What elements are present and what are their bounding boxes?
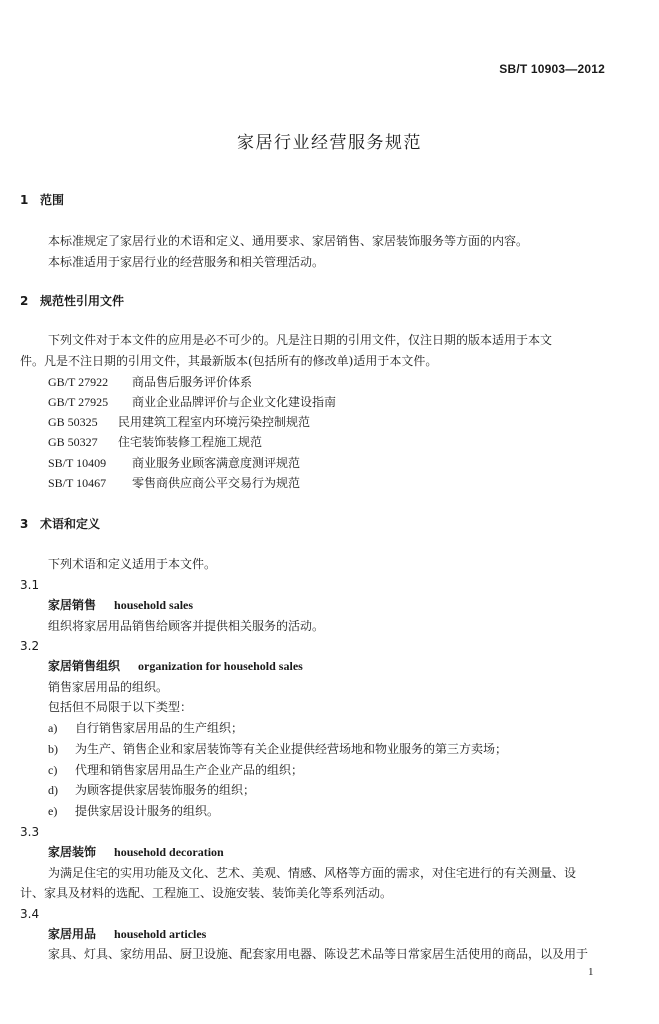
reference-title: 商品售后服务评价体系 [132, 375, 253, 389]
reference-item [48, 414, 310, 430]
section-1-paragraph: 本标准适用于家居行业的经营服务和相关管理活动。 [48, 255, 325, 269]
list-item-label: a) [48, 721, 58, 735]
term-number: 3.3 [20, 825, 40, 839]
list-item-text: 提供家居设计服务的组织。 [75, 804, 220, 818]
list-item [48, 803, 219, 819]
list-item-text: 为顾客提供家居装饰服务的组织； [75, 783, 256, 797]
term-definition-cont: 计、家具及材料的选配、工程施工、设施安装、装饰美化等系列活动。 [20, 886, 393, 900]
reference-code: GB 50325 [48, 415, 98, 429]
reference-item [48, 434, 262, 450]
section-title: 规范性引用文件 [40, 294, 125, 308]
list-item-text: 自行销售家居用品的生产组织； [75, 721, 244, 735]
reference-item [48, 374, 252, 390]
term-english: organization for household sales [138, 659, 303, 673]
section-2-heading [20, 293, 124, 309]
section-3-heading [20, 516, 100, 532]
term-heading [48, 926, 206, 942]
standard-code: SB/T 10903—2012 [499, 62, 605, 76]
term-chinese: 家居装饰 [48, 845, 97, 859]
list-item [48, 762, 303, 778]
term-english: household sales [114, 598, 194, 612]
reference-item [48, 455, 300, 471]
list-item-text: 为生产、销售企业和家居装饰等有关企业提供经营场地和物业服务的第三方卖场； [75, 742, 508, 756]
term-english: household decoration [114, 845, 224, 859]
reference-title: 零售商供应商公平交易行为规范 [132, 476, 301, 490]
section-3-intro: 下列术语和定义适用于本文件。 [48, 557, 217, 571]
list-item [48, 782, 255, 798]
section-title: 术语和定义 [40, 517, 101, 531]
reference-code: GB/T 27922 [48, 375, 109, 389]
list-item-label: b) [48, 742, 58, 756]
section-title: 范围 [40, 193, 65, 207]
term-number: 3.4 [20, 907, 40, 921]
reference-code: GB 50327 [48, 435, 98, 449]
section-2-intro-cont: 件。凡是不注日期的引用文件，其最新版本(包括所有的修改单)适用于本文件。 [20, 354, 438, 368]
reference-code: SB/T 10467 [48, 476, 107, 490]
reference-item [48, 394, 336, 410]
term-note: 包括但不局限于以下类型： [48, 700, 193, 714]
reference-title: 住宅装饰装修工程施工规范 [118, 435, 263, 449]
term-definition: 销售家居用品的组织。 [48, 680, 169, 694]
reference-title: 商业企业品牌评价与企业文化建设指南 [132, 395, 337, 409]
section-number: 2 [20, 294, 29, 308]
list-item-label: d) [48, 783, 58, 797]
reference-code: SB/T 10409 [48, 456, 107, 470]
section-2-intro: 下列文件对于本文件的应用是必不可少的。凡是注日期的引用文件，仅注日期的版本适用于本文 [48, 333, 553, 347]
term-number: 3.1 [20, 578, 40, 592]
section-1-paragraph: 本标准规定了家居行业的术语和定义、通用要求、家居销售、家居装饰服务等方面的内容。 [48, 234, 529, 248]
term-chinese: 家居销售组织 [48, 659, 121, 673]
term-heading [48, 844, 224, 860]
list-item-text: 代理和销售家居用品生产企业产品的组织； [75, 763, 304, 777]
section-1-heading [20, 192, 64, 208]
term-definition: 组织将家居用品销售给顾客并提供相关服务的活动。 [48, 619, 325, 633]
term-chinese: 家居销售 [48, 598, 97, 612]
term-definition: 为满足住宅的实用功能及文化、艺术、美观、情感、风格等方面的需求，对住宅进行的有关测量、设 [48, 866, 577, 880]
list-item-label: e) [48, 804, 58, 818]
term-heading [48, 658, 303, 674]
list-item-label: c) [48, 763, 58, 777]
reference-title: 民用建筑工程室内环境污染控制规范 [118, 415, 311, 429]
page-number: 1 [588, 966, 594, 978]
section-number: 3 [20, 517, 29, 531]
reference-item [48, 475, 300, 491]
term-heading [48, 597, 193, 613]
list-item [48, 720, 243, 736]
term-english: household articles [114, 927, 207, 941]
reference-title: 商业服务业顾客满意度测评规范 [132, 456, 301, 470]
list-item [48, 741, 507, 757]
reference-code: GB/T 27925 [48, 395, 109, 409]
document-title: 家居行业经营服务规范 [237, 133, 422, 153]
term-definition: 家具、灯具、家纺用品、厨卫设施、配套家用电器、陈设艺术品等日常家居生活使用的商品，以及用于 [48, 947, 589, 961]
term-number: 3.2 [20, 639, 40, 653]
section-number: 1 [20, 193, 29, 207]
term-chinese: 家居用品 [48, 927, 97, 941]
